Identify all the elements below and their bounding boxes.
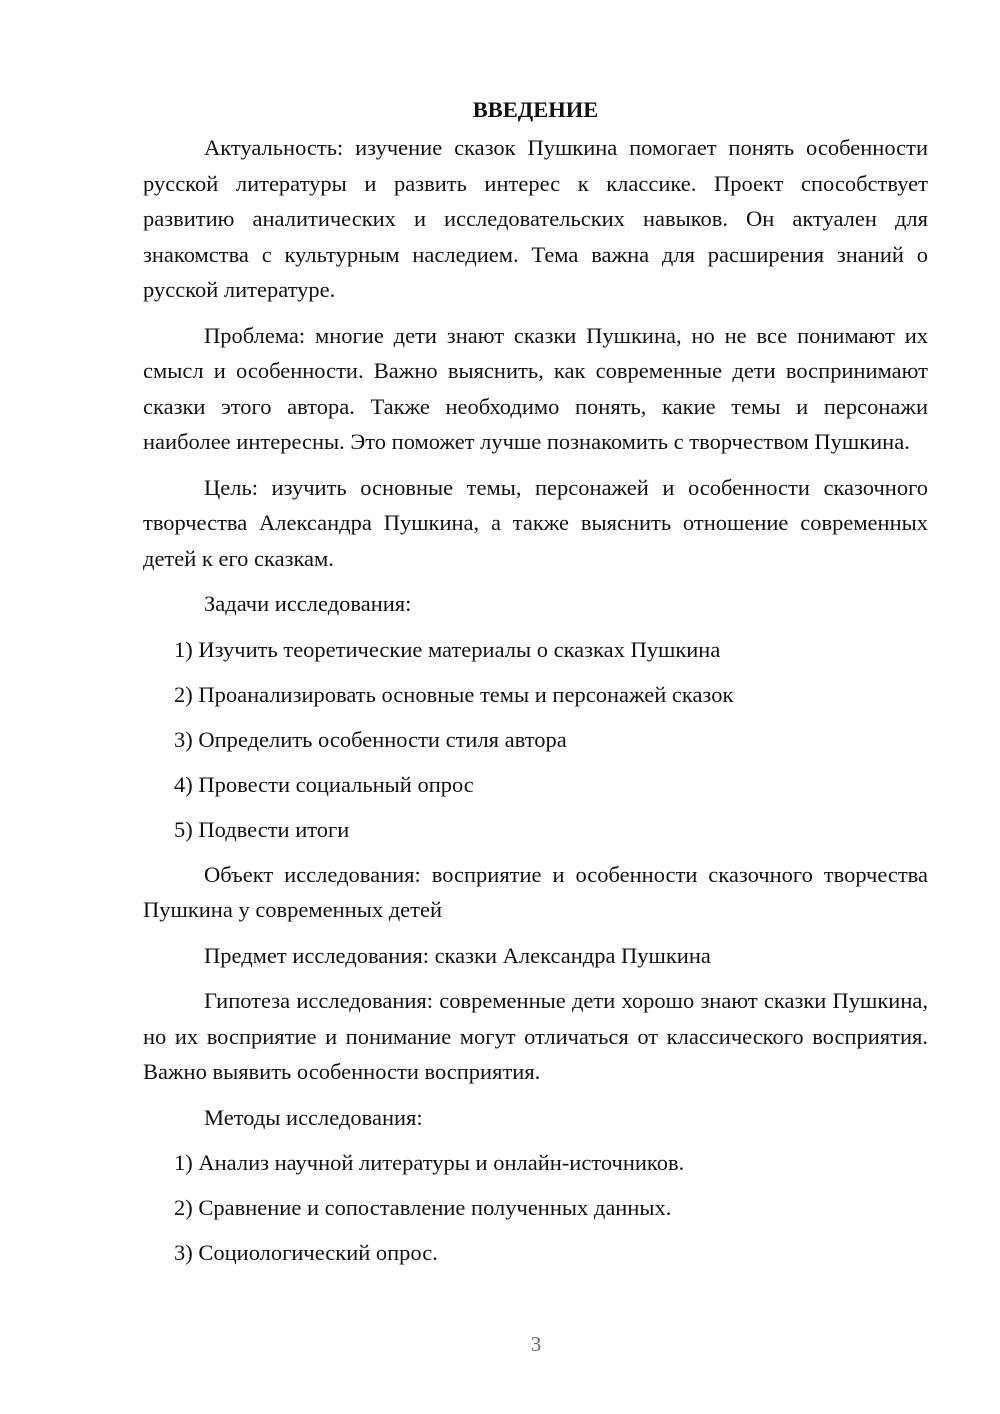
list-item: 5) Подвести итоги <box>174 816 350 842</box>
subject-paragraph: Предмет исследования: сказки Александра Пушкина <box>204 942 711 968</box>
list-item: 1) Анализ научной литературы и онлайн-источников. <box>174 1150 685 1175</box>
goal-paragraph: Цель: изучить основные темы, персонажей и особенности сказочного творчества Александра Пушкина, а также выяснить отношение современных детей к его сказкам. <box>143 474 928 571</box>
object-paragraph: Объект исследования: восприятие и особенности сказочного творчества Пушкина у современных детей <box>143 861 928 922</box>
hypothesis-paragraph: Гипотеза исследования: современные дети хорошо знают сказки Пушкина, но их восприятие и понимание могут отличаться от классического восприятия. Важно выявить особенности восприятия. <box>143 988 928 1084</box>
list-item: 4) Провести социальный опрос <box>174 771 474 797</box>
document-body <box>143 92 928 1280</box>
page-number: 3 <box>530 1332 542 1356</box>
list-item: 3) Определить особенности стиля автора <box>174 726 567 752</box>
problem-paragraph: Проблема: многие дети знают сказки Пушкина, но не все понимают их смысл и особенности. Важно выяснить, как современные дети воспринимают сказки этого автора. Также необходимо понять, какие темы и персонажи наиболее интересны. Это поможет лучше познакомить с творчеством Пушкина. <box>143 322 928 454</box>
tasks-heading: Задачи исследования: <box>204 591 412 616</box>
methods-list <box>143 1145 928 1271</box>
list-item: 3) Социологический опрос. <box>174 1240 438 1265</box>
list-item: 2) Проанализировать основные темы и персонажей сказок <box>174 681 734 707</box>
list-item: 1) Изучить теоретические материалы о сказках Пушкина <box>174 636 721 662</box>
relevance-paragraph: Актуальность: изучение сказок Пушкина помогает понять особенности русской литературы и развить интерес к классике. Проект способствует развитию аналитических и исследовательских навыков. Он актуален для знакомства с культурным наследием. Тема важна для расширения знаний о русской литературе. <box>143 135 928 302</box>
methods-heading: Методы исследования: <box>204 1104 423 1130</box>
tasks-list <box>143 632 928 848</box>
list-item: 2) Сравнение и сопоставление полученных данных. <box>174 1195 672 1220</box>
section-title: ВВЕДЕНИЕ <box>472 97 599 122</box>
